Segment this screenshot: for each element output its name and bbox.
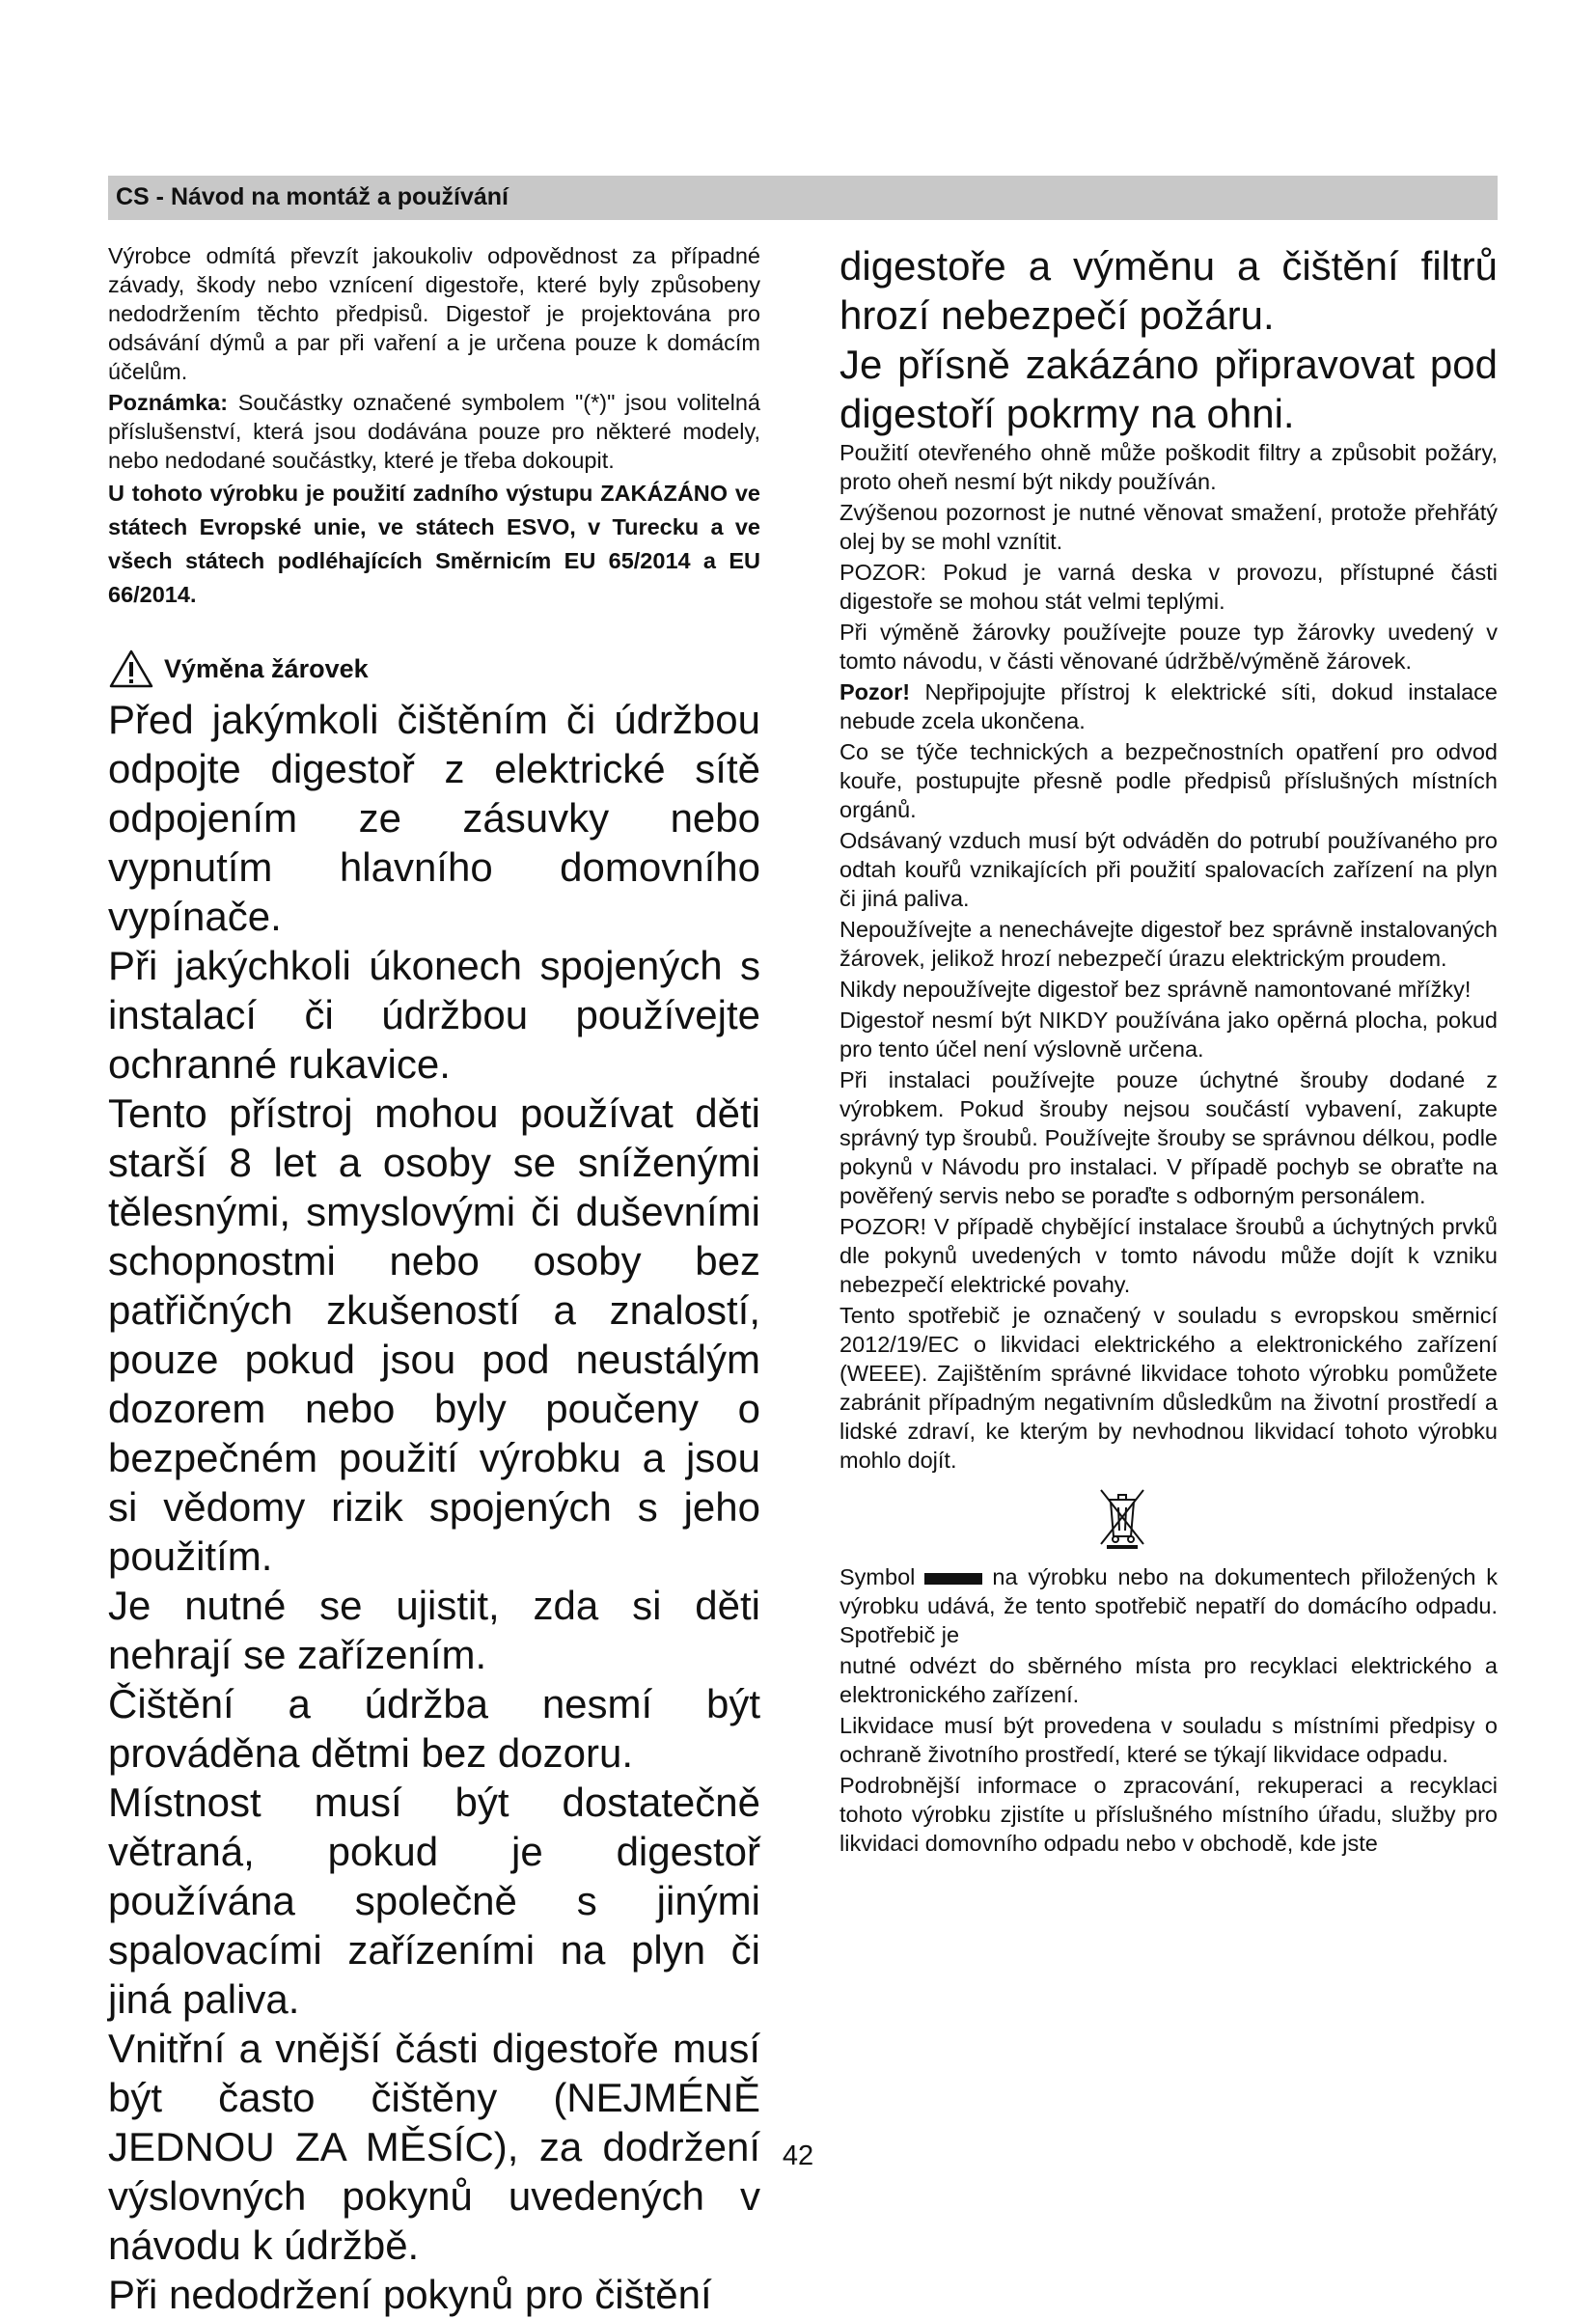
safety-paragraph: Při nedodržení pokynů pro čištění xyxy=(108,2272,712,2317)
safety-paragraph: Tento přístroj mohou používat děti starší 8 let a osoby se sníženými tělesnými, smyslovými či duševními schopnostmi nebo osoby bez patřičných zkušeností a znalostí, pouze pokud jsou pod neustálým dozorem nebo byly poučeny o bezpečném použití výrobku a jsou si vědomy rizik spojených s jeho použitím. xyxy=(108,1090,760,1579)
section-header-bar xyxy=(108,176,1498,220)
paragraph: Nepoužívejte a nenechávejte digestoř bez správně instalovaných žárovek, jelikož hrozí nebezpečí úrazu elektrickým proudem. xyxy=(839,917,1498,971)
weee-paragraph: Tento spotřebič je označený v souladu s evropskou směrnicí 2012/19/EC o likvidaci elektrického a elektronického zařízení (WEEE). Zajištěním správné likvidace tohoto výrobku pomůžete zabránit případným negativním důsledkům na životní prostředí a lidské zdraví, ke kterým by nevhodnou likvidací tohoto výrobku mohlo dojít. xyxy=(839,1303,1498,1473)
paragraph: Při instalaci používejte pouze úchytné šrouby dodané z výrobkem. Pokud šrouby nejsou součástí vybavení, zakupte správný typ šroubů. Používejte šrouby se správnou délkou, podle pokynů v Návodu pro instalaci. V případě pochyb se obraťte na pověřený servis nebo se poraďte s odborným personálem. xyxy=(839,1067,1498,1208)
paragraph: POZOR! V případě chybějící instalace šroubů a úchytných prvků dle pokynů uvedených v tomto návodu může dojít k vzniku nebezpečí elektrické povahy. xyxy=(839,1214,1498,1297)
paragraph: Při výměně žárovky používejte pouze typ žárovky uvedený v tomto návodu, v části věnované údržbě/výměně žárovek. xyxy=(839,620,1498,674)
paragraph: Odsávaný vzduch musí být odváděn do potrubí používaného pro odtah kouřů vznikajících při použití spalovacích zařízení na plyn či jiná paliva. xyxy=(839,828,1498,911)
paragraph: Nikdy nepoužívejte digestoř bez správně namontované mřížky! xyxy=(839,977,1472,1002)
caution-label: Pozor! xyxy=(839,679,911,704)
safety-paragraph: Před jakýmkoli čištěním či údržbou odpojte digestoř z elektrické sítě odpojením ze zásuvky nebo vypnutím hlavního domovního vypínače. xyxy=(108,697,760,939)
bulb-replacement-title: Výměna žárovek xyxy=(164,653,369,683)
intro-paragraph: Výrobce odmítá převzít jakoukoliv odpovědnost za případné závady, škody nebo vznícení digestoře, které byly způsobeny nedodržením těchto předpisů. Digestoř je projektována pro odsávání dýmů a par při vaření a je určena pouze k domácím účelům. xyxy=(108,243,760,384)
symbol-paragraph xyxy=(839,1562,1498,1649)
paragraph: Použití otevřeného ohně může poškodit filtry a způsobit požáry, proto oheň nesmí být nikdy používán. xyxy=(839,440,1498,494)
note-label: Poznámka: xyxy=(108,390,229,415)
paragraph: Podrobnější informace o zpracování, rekuperaci a recyklaci tohoto výrobku zjistíte u příslušného místního úřadu, služby pro likvidaci domovního odpadu nebo v obchodě, kde jste xyxy=(839,1773,1498,1856)
paragraph: Likvidace musí být provedena v souladu s místními předpisy o ochraně životního prostředí, které se týkají likvidace odpadu. xyxy=(839,1713,1498,1767)
safety-paragraph: Při jakýchkoli úkonech spojených s instalací či údržbou používejte ochranné rukavice. xyxy=(108,943,760,1087)
rear-outlet-ban-paragraph: U tohoto výrobku je použití zadního výstupu ZAKÁZÁNO ve státech Evropské unie, ve státech ESVO, v Turecku a ve všech státech podléhajících Směrnicím EU 65/2014 a EU 66/2014. xyxy=(108,481,760,607)
safety-paragraph: Je nutné se ujistit, zda si děti nehrají se zařízením. xyxy=(108,1583,760,1677)
paragraph: nutné odvézt do sběrného místa pro recyklaci elektrického a elektronického zařízení. xyxy=(839,1653,1498,1707)
left-column xyxy=(108,241,760,2319)
safety-paragraph: digestoře a výměnu a čištění filtrů hrozí nebezpečí požáru. xyxy=(839,243,1498,338)
paragraph: Zvýšenou pozornost je nutné věnovat smažení, protože přehřátý olej by se mohl vznítit. xyxy=(839,500,1498,554)
caution-text: Nepřipojujte přístroj k elektrické síti, dokud instalace nebude zcela ukončena. xyxy=(839,679,1498,733)
right-column xyxy=(839,241,1498,1858)
black-bar-icon xyxy=(924,1573,982,1585)
paragraph: Co se týče technických a bezpečnostních opatření pro odvod kouře, postupujte přesně podle předpisů příslušných místních orgánů. xyxy=(839,739,1498,822)
paragraph xyxy=(839,677,1498,735)
page-number: 42 xyxy=(782,2140,814,2171)
symbol-label: Symbol xyxy=(839,1564,916,1589)
weee-symbol-wrap xyxy=(747,1475,1498,1562)
note-paragraph xyxy=(108,388,760,475)
warning-triangle-icon xyxy=(108,649,154,689)
note-text: Součástky označené symbolem "(*)" jsou volitelná příslušenství, která jsou dodávána pouze pro některé modely, nebo nedodané součástky, které je třeba dokoupit. xyxy=(108,390,760,473)
paragraph: Digestoř nesmí být NIKDY používána jako opěrná plocha, pokud pro tento účel není výslovně určena. xyxy=(839,1008,1498,1062)
safety-paragraph: Místnost musí být dostatečně větraná, pokud je digestoř používána společně s jinými spalovacími zařízeními na plyn či jiná paliva. xyxy=(108,1780,760,2022)
crossed-out-bin-icon xyxy=(1097,1486,1147,1550)
safety-paragraph: Čištění a údržba nesmí být prováděna dětmi bez dozoru. xyxy=(108,1681,760,1776)
safety-paragraph: Je přísně zakázáno připravovat pod digestoří pokrmy na ohni. xyxy=(839,342,1498,436)
paragraph: POZOR: Pokud je varná deska v provozu, přístupné části digestoře se mohou stát velmi teplými. xyxy=(839,560,1498,614)
safety-paragraph: Vnitřní a vnější části digestoře musí být často čištěny (NEJMÉNĚ JEDNOU ZA MĚSÍC), za dodržení výslovných pokynů uvedených v návodu k údržbě. xyxy=(108,2026,760,2268)
section-title: CS - Návod na montáž a používání xyxy=(116,183,509,210)
bulb-replacement-heading xyxy=(108,649,760,689)
symbol-text: na výrobku nebo na dokumentech přiložených k výrobku udává, že tento spotřebič nepatří do domácího odpadu. Spotřebič je xyxy=(839,1564,1498,1647)
